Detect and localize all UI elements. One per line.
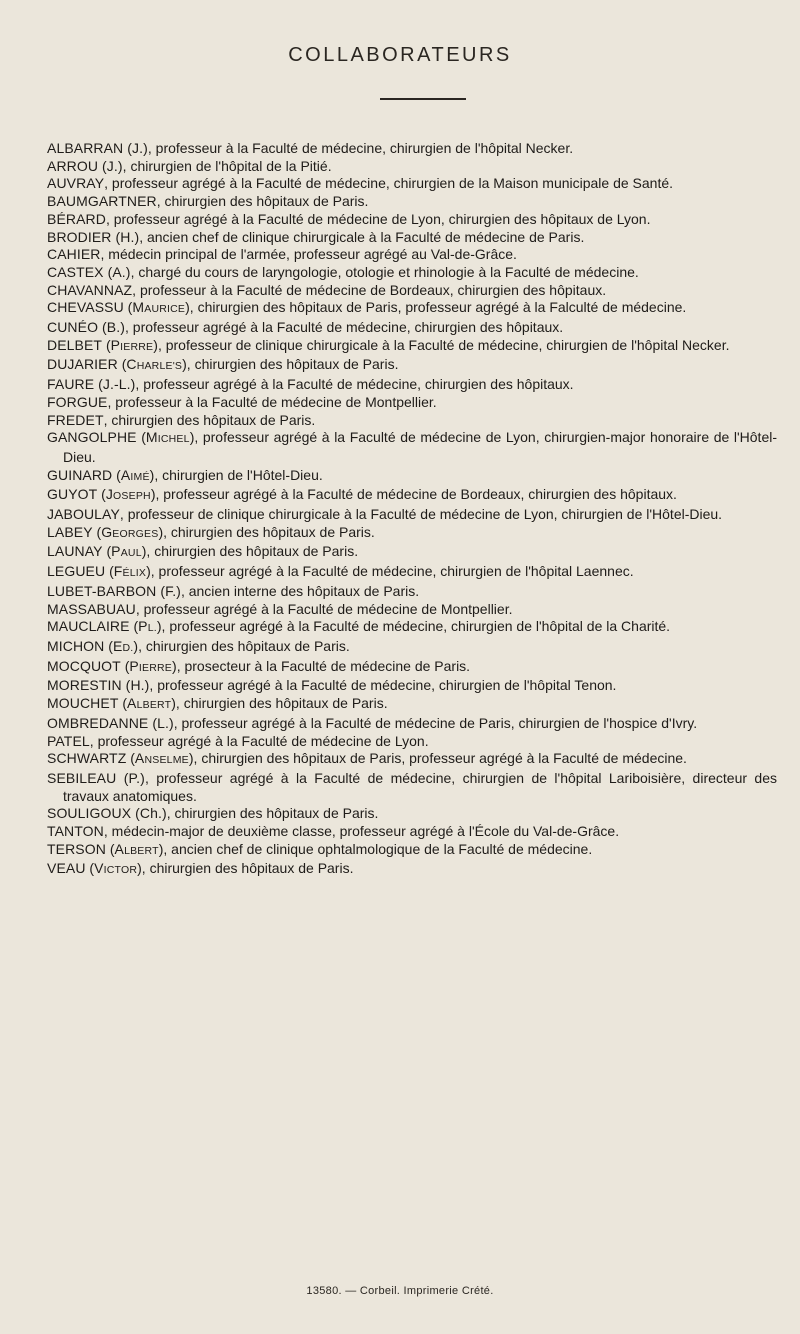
collaborator-entry: BRODIER (H.), ancien chef de clinique chirurgicale à la Faculté de médecine de Paris. [47,228,585,245]
collaborator-entry: BAUMGARTNER, chirurgien des hôpitaux de Paris. [47,193,369,210]
collaborator-description: professeur agrégé à la Faculté de médecine de Paris, chirurgien de l'hospice d'Ivry. [181,714,698,731]
collaborator-name: SCHWARTZ [47,750,127,767]
collaborator-name: LAUNAY [47,543,103,560]
collaborator-entry: GUINARD (AIMÉ), chirurgien de l'Hôtel-Dieu. [47,466,323,483]
collaborator-given-name: VICTOR [94,860,138,877]
collaborator-entry: AUVRAY, professeur agrégé à la Faculté de médecine, chirurgien de la Maison municipale de Santé. [47,175,674,192]
collaborator-name: MORESTIN (H.) [47,677,150,694]
collaborator-entry: FREDET, chirurgien des hôpitaux de Paris. [47,411,316,428]
collaborator-name: GUINARD [47,466,113,483]
collaborator-name: BAUMGARTNER [47,193,157,210]
collaborator-name: JABOULAY [47,506,120,523]
collaborator-name: GANGOLPHE [47,429,137,446]
collaborator-description: chirurgien des hôpitaux de Paris, professeur agrégé à la Falculté de médecine. [197,299,687,316]
collaborator-name: MOUCHET [47,695,119,712]
collaborator-description: chirurgien des hôpitaux de Paris. [194,356,399,373]
collaborator-name: MASSABUAU [47,600,136,617]
collaborator-entry: MORESTIN (H.), professeur agrégé à la Faculté de médecine, chirurgien de l'hôpital Tenon. [47,677,617,694]
collaborator-description: professeur agrégé à la Faculté de médecine, chirurgien de l'hôpital Laennec. [158,563,634,580]
collaborator-given-name: AIMÉ [120,466,150,483]
page-title: COLLABORATEURS [288,44,512,66]
collaborator-description: chirurgien des hôpitaux de Paris. [174,805,379,822]
collaborator-description: professeur agrégé à la Faculté de médecine de Montpellier. [143,600,513,617]
collaborator-name: BÉRARD [47,210,106,227]
collaborator-name: LUBET-BARBON (F.) [47,582,181,599]
collaborator-name: AUVRAY [47,175,105,192]
collaborator-name: ARROU (J.) [47,157,123,174]
collaborator-name: CUNÉO (B.) [47,319,125,336]
collaborator-entry: ALBARRAN (J.), professeur à la Faculté de médecine, chirurgien de l'hôpital Necker. [47,140,574,156]
collaborator-entry: DELBET (PIERRE), professeur de clinique chirurgicale à la Faculté de médecine, chirurgien de l'hôpital Necker. [47,336,730,353]
collaborator-description: chirurgien des hôpitaux de Paris. [149,860,354,877]
collaborator-description: ancien chef de clinique chirurgicale à la Faculté de médecine de Paris. [146,228,585,245]
collaborator-entry: JABOULAY, professeur de clinique chirurgicale à la Faculté de médecine de Lyon, chirurgien de l'Hôtel-Dieu. [47,506,723,523]
collaborator-given-name: GEORGES [101,523,159,540]
collaborator-given-name: JOSEPH [105,486,151,503]
collaborator-entry: LUBET-BARBON (F.), ancien interne des hôpitaux de Paris. [47,582,420,599]
collaborator-description: médecin principal de l'armée, professeur agrégé au Val-de-Grâce. [108,246,517,263]
collaborator-given-name: FÉLIX [113,563,147,580]
collaborator-entry: OMBREDANNE (L.), professeur agrégé à la Faculté de médecine de Paris, chirurgien de l'hospice d'Ivry. [47,714,698,731]
collaborator-given-name: ALBERT [127,695,172,712]
collaborator-entry: VEAU (VICTOR), chirurgien des hôpitaux de Paris. [47,860,354,877]
collaborator-name: ALBARRAN (J.) [47,140,148,156]
collaborator-description: médecin-major de deuxième classe, professeur agrégé à l'École du Val-de-Grâce. [111,823,620,840]
collaborator-given-name: PIERRE [129,657,173,674]
collaborator-description: professeur de clinique chirurgicale à la Faculté de médecine, chirurgien de l'hôpital Necker. [165,336,730,353]
printer-footer: 13580. — Corbeil. Imprimerie Crété. [306,1285,494,1297]
collaborator-description: chirurgien des hôpitaux de Paris. [111,411,316,428]
collaborator-given-name: CHARLE'S [126,356,183,373]
collaborator-description: professeur agrégé à la Faculté de médecine de Lyon, chirurgien-major honoraire de l'Hôtel-Dieu. [63,429,778,465]
collaborator-name: FAURE (J.-L.) [47,376,136,393]
collaborator-description: professeur à la Faculté de médecine de Montpellier. [115,393,437,410]
collaborator-entry: FORGUE, professeur à la Faculté de médecine de Montpellier. [47,393,437,410]
collaborator-name: LABEY [47,523,93,540]
collaborator-entry: TANTON, médecin-major de deuxième classe, professeur agrégé à l'École du Val-de-Grâce. [47,823,620,840]
collaborator-given-name: PIERRE [110,336,154,353]
collaborator-description: professeur agrégé à la Faculté de médecine de Bordeaux, chirurgien des hôpitaux. [163,486,677,503]
collaborator-given-name: ED. [112,637,134,654]
collaborator-entry: MOUCHET (ALBERT), chirurgien des hôpitaux de Paris. [47,695,388,712]
collaborator-description: chirurgien de l'Hôtel-Dieu. [162,466,323,483]
collaborator-description: chirurgien de l'hôpital de la Pitié. [130,157,332,174]
collaborator-description: chirurgien des hôpitaux de Paris. [170,523,375,540]
collaborator-given-name: PL. [138,618,157,635]
collaborator-entry: CASTEX (A.), chargé du cours de laryngologie, otologie et rhinologie à la Faculté de médecine. [47,263,639,280]
collaborator-description: professeur agrégé à la Faculté de médecine, chirurgien des hôpitaux. [132,319,564,336]
collaborator-description: chargé du cours de laryngologie, otologie et rhinologie à la Faculté de médecine. [138,263,639,280]
collaborator-description: professeur de clinique chirurgicale à la Faculté de médecine de Lyon, chirurgien de l'Hôtel-Dieu. [127,506,723,523]
collaborator-entry: PATEL, professeur agrégé à la Faculté de médecine de Lyon. [47,732,429,749]
collaborator-name: LEGUEU [47,563,106,580]
collaborator-entry: MOCQUOT (PIERRE), prosecteur à la Faculté de médecine de Paris. [47,657,471,674]
collaborator-description: professeur à la Faculté de médecine, chirurgien de l'hôpital Necker. [155,140,574,156]
collaborator-name: PATEL [47,732,90,749]
collaborator-entry: MICHON (ED.), chirurgien des hôpitaux de Paris. [47,637,350,654]
collaborator-given-name: PAUL [111,543,142,560]
collaborator-entry: LABEY (GEORGES), chirurgien des hôpitaux de Paris. [47,523,375,540]
collaborator-description: prosecteur à la Faculté de médecine de Paris. [184,657,471,674]
collaborator-name: TANTON [47,823,104,840]
collaborator-name: MAUCLAIRE [47,618,130,635]
collaborator-description: ancien chef de clinique ophtalmologique de la Faculté de médecine. [171,840,593,857]
collaborator-given-name: ALBERT [114,840,159,857]
collaborator-description: chirurgien des hôpitaux de Paris. [164,193,369,210]
collaborator-list [47,140,777,880]
collaborator-entry: SOULIGOUX (Ch.), chirurgien des hôpitaux de Paris. [47,805,379,822]
title-rule [380,98,466,100]
collaborator-description: professeur agrégé à la Faculté de médecine de Lyon, chirurgien des hôpitaux de Lyon. [113,210,651,227]
collaborator-name: OMBREDANNE (L.) [47,714,174,731]
collaborator-name: CHAVANNAZ [47,281,133,298]
collaborator-description: professeur agrégé à la Faculté de médecine, chirurgien des hôpitaux. [143,376,574,393]
collaborator-name: SEBILEAU (P.) [47,769,145,786]
collaborator-entry: LEGUEU (FÉLIX), professeur agrégé à la Faculté de médecine, chirurgien de l'hôpital Laennec. [47,563,634,580]
collaborator-entry: CHAVANNAZ, professeur à la Faculté de médecine de Bordeaux, chirurgien des hôpitaux. [47,281,607,298]
collaborator-entry: CHEVASSU (MAURICE), chirurgien des hôpitaux de Paris, professeur agrégé à la Falculté de médecine. [47,299,687,316]
collaborator-name: FORGUE [47,393,108,410]
collaborator-entry: TERSON (ALBERT), ancien chef de clinique ophtalmologique de la Faculté de médecine. [47,840,593,857]
collaborator-entry: DUJARIER (CHARLE'S), chirurgien des hôpitaux de Paris. [47,356,399,373]
collaborator-entry: LAUNAY (PAUL), chirurgien des hôpitaux de Paris. [47,543,359,560]
collaborator-given-name: MICHEL [145,429,190,446]
collaborator-entry: SCHWARTZ (ANSELME), chirurgien des hôpitaux de Paris, professeur agrégé à la Faculté de médecine. [47,750,687,767]
collaborator-entry: MASSABUAU, professeur agrégé à la Faculté de médecine de Montpellier. [47,600,513,617]
collaborator-name: GUYOT [47,486,98,503]
collaborator-entry: GUYOT (JOSEPH), professeur agrégé à la Faculté de médecine de Bordeaux, chirurgien des hôpitaux. [47,486,677,503]
collaborator-description: professeur agrégé à la Faculté de médecine, chirurgien de l'hôpital Lariboisière, directeur des travaux anatomiques. [63,769,777,804]
collaborator-name: TERSON [47,840,106,857]
collaborator-description: professeur à la Faculté de médecine de Bordeaux, chirurgien des hôpitaux. [139,281,607,298]
collaborator-name: CAHIER [47,246,101,263]
collaborator-description: chirurgien des hôpitaux de Paris. [183,695,388,712]
collaborator-entry: MAUCLAIRE (PL.), professeur agrégé à la Faculté de médecine, chirurgien de l'hôpital de la Charité. [47,618,671,635]
collaborator-name: MOCQUOT [47,657,121,674]
collaborator-entry: CUNÉO (B.), professeur agrégé à la Faculté de médecine, chirurgien des hôpitaux. [47,319,564,336]
collaborator-entry: GANGOLPHE (MICHEL), professeur agrégé à la Faculté de médecine de Lyon, chirurgien-major honoraire de l'Hôtel-Dieu. [47,429,778,465]
collaborator-description: professeur agrégé à la Faculté de médecine de Lyon. [97,732,429,749]
collaborator-name: DUJARIER [47,356,118,373]
collaborator-entry: BÉRARD, professeur agrégé à la Faculté de médecine de Lyon, chirurgien des hôpitaux de Lyon. [47,210,651,227]
collaborator-name: BRODIER (H.) [47,228,140,245]
collaborator-name: FREDET [47,411,104,428]
collaborator-name: DELBET [47,336,103,353]
collaborator-description: professeur agrégé à la Faculté de médecine, chirurgien de l'hôpital Tenon. [157,677,617,694]
collaborator-name: CHEVASSU [47,299,124,316]
collaborator-description: chirurgien des hôpitaux de Paris, professeur agrégé à la Faculté de médecine. [201,750,687,767]
collaborator-entry: CAHIER, médecin principal de l'armée, professeur agrégé au Val-de-Grâce. [47,246,517,263]
collaborator-description: chirurgien des hôpitaux de Paris. [145,637,350,654]
collaborator-entry: ARROU (J.), chirurgien de l'hôpital de la Pitié. [47,157,332,174]
collaborator-entry: FAURE (J.-L.), professeur agrégé à la Faculté de médecine, chirurgien des hôpitaux. [47,376,574,393]
collaborator-given-name: MAURICE [132,299,186,316]
collaborator-description: ancien interne des hôpitaux de Paris. [188,582,420,599]
collaborator-description: professeur agrégé à la Faculté de médecine, chirurgien de l'hôpital de la Charité. [169,618,671,635]
collaborator-name: SOULIGOUX (Ch.) [47,805,167,822]
collaborator-name: VEAU [47,860,86,877]
collaborator-name: MICHON [47,637,105,654]
collaborator-entry: SEBILEAU (P.), professeur agrégé à la Faculté de médecine, chirurgien de l'hôpital Lariboisière, directeur des travaux anatomiques. [47,769,777,804]
collaborator-name: CASTEX (A.) [47,263,131,280]
collaborator-given-name: ANSELME [134,750,189,767]
collaborator-description: chirurgien des hôpitaux de Paris. [154,543,359,560]
collaborator-description: professeur agrégé à la Faculté de médecine, chirurgien de la Maison municipale de Santé. [111,175,674,192]
